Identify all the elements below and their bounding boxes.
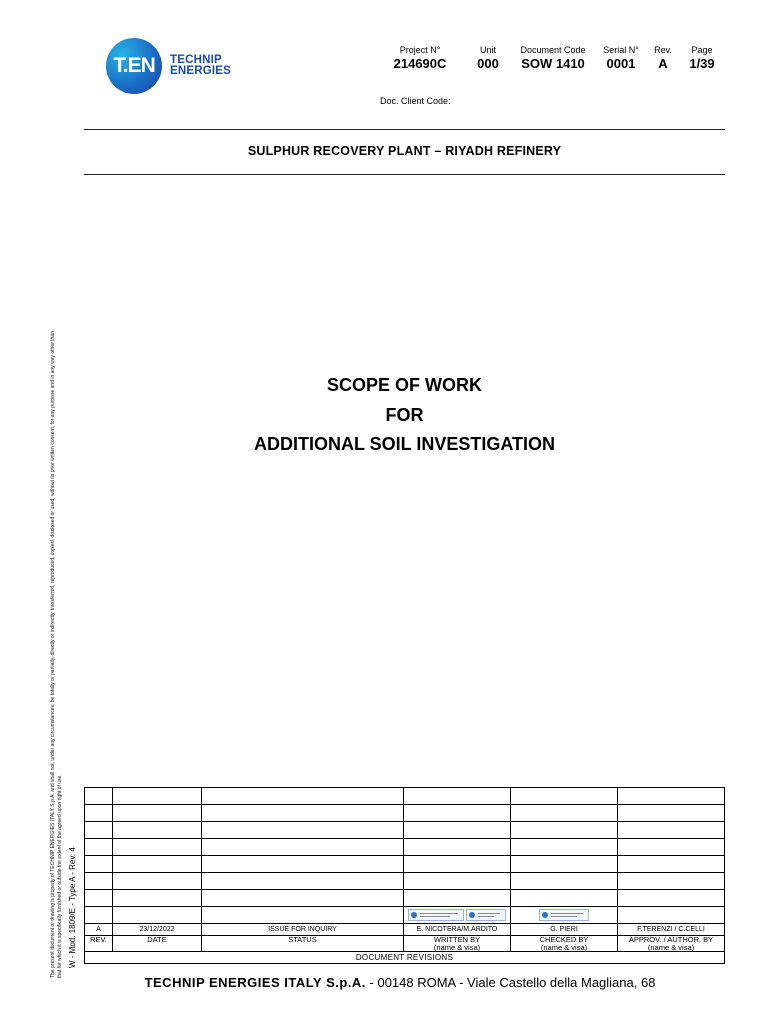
revision-rev: A <box>85 924 113 936</box>
checked-by-signature <box>511 907 618 924</box>
doc-title-line-3: ADDITIONAL SOIL INVESTIGATION <box>253 434 556 454</box>
legal-notice-line-2: that for which it is specifically furnished or outside the extent of the agreed upon right of use. <box>57 774 63 978</box>
page-label: Page <box>691 45 713 55</box>
unit-label: Unit <box>479 45 496 55</box>
name-visa-label: (name & visa) <box>647 942 695 952</box>
project-number-field <box>388 44 452 72</box>
revision-written-by: E. NICOTERA/M.ARDITO <box>404 924 511 936</box>
revisions-footer-row <box>85 952 725 964</box>
footer-address: - 00148 ROMA - Viale Castello della Magliana, 68 <box>365 975 656 990</box>
rev-column-header: REV. <box>85 936 113 952</box>
digital-signature-stamp <box>539 909 589 921</box>
project-title: SULPHUR RECOVERY PLANT – RIYADH REFINERY <box>247 144 562 158</box>
serial-number-value: 0001 <box>606 56 636 71</box>
name-visa-label: (name & visa) <box>433 942 481 952</box>
revisions-table <box>84 787 725 964</box>
logo-line-1: TECHNIP <box>170 54 222 66</box>
header-divider-top <box>84 129 725 130</box>
company-footer <box>0 975 768 990</box>
unit-value: 000 <box>477 56 499 71</box>
revision-date: 23/12/2022 <box>113 924 202 936</box>
name-visa-label: (name & visa) <box>540 942 588 952</box>
page-value: 1/39 <box>689 56 715 71</box>
revision-value: A <box>658 56 668 71</box>
digital-signature-stamp <box>408 909 464 921</box>
approved-by-column-header <box>618 936 725 952</box>
footer-company-name: TECHNIP ENERGIES ITALY S.p.A. <box>144 975 366 990</box>
written-by-column-header <box>404 936 511 952</box>
project-number-value: 214690C <box>393 56 447 71</box>
project-number-label: Project N° <box>399 45 441 55</box>
logo-line-2: ENERGIES <box>170 65 232 77</box>
revision-row-empty <box>85 873 725 890</box>
signature-row <box>85 907 725 924</box>
written-by-label: WRITTEN BY <box>433 935 481 944</box>
logo-mark: T.EN <box>106 38 162 94</box>
doc-title-line-1: SCOPE OF WORK <box>326 375 482 395</box>
written-by-signatures <box>404 907 511 924</box>
serial-number-label: Serial N° <box>603 45 639 55</box>
revision-row-empty <box>85 822 725 839</box>
logo-wordmark <box>170 55 231 77</box>
date-column-header: DATE <box>113 936 202 952</box>
checked-by-label: CHECKED BY <box>539 935 589 944</box>
digital-signature-stamp <box>466 909 506 921</box>
revision-row-empty <box>85 805 725 822</box>
revision-label: Rev. <box>654 45 672 55</box>
status-column-header: STATUS <box>202 936 404 952</box>
checked-by-column-header <box>511 936 618 952</box>
serial-number-field <box>598 44 644 72</box>
client-code-label: Doc. Client Code: <box>380 96 451 106</box>
legal-notice <box>50 178 64 978</box>
revision-row <box>85 924 725 936</box>
unit-field <box>470 44 506 72</box>
legal-notice-line-1: The present document or drawing is property of TECHNIP ENERGIES ITALY S.p.A. and shall not, under any circumstances, be totally or partially, directly or indirectly, transferred, reproduced, copied, disclosed or used, without its prior written consent, for any purpose and in any way other than <box>50 331 56 978</box>
revision-row-empty <box>85 839 725 856</box>
document-code-field <box>516 44 590 72</box>
document-code-label: Document Code <box>520 45 586 55</box>
revision-field <box>650 44 676 72</box>
header-divider-bottom <box>84 174 725 175</box>
document-code-value: SOW 1410 <box>521 56 585 71</box>
revision-status: ISSUE FOR INQUIRY <box>202 924 404 936</box>
revision-row-empty <box>85 788 725 805</box>
document-revisions-label: DOCUMENT REVISIONS <box>85 952 725 964</box>
form-code: W - Mod. 1809/E - Type A - Rev. 4 <box>68 847 77 968</box>
revision-row-empty <box>85 856 725 873</box>
doc-title-line-2: FOR <box>385 405 424 425</box>
page-field <box>684 44 720 72</box>
revision-header-row <box>85 936 725 952</box>
revision-approved-by: F.TERENZI / C.CELLI <box>618 924 725 936</box>
revision-row-empty <box>85 890 725 907</box>
revision-checked-by: G. PIERI <box>511 924 618 936</box>
company-logo <box>106 38 236 94</box>
approved-by-label: APPROV. / AUTHOR. BY <box>628 935 714 944</box>
